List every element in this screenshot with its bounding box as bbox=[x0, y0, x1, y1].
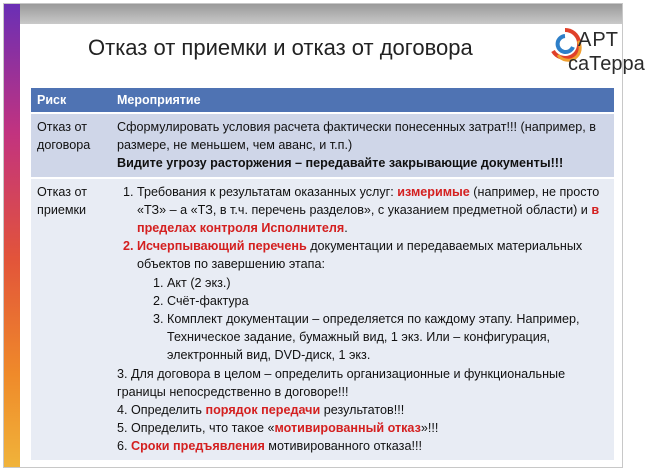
risk-cell: Отказ от договора bbox=[31, 113, 111, 178]
list-item bbox=[117, 401, 608, 419]
measure-cell bbox=[111, 113, 614, 178]
list-text: (например, не просто «ТЗ» – а «ТЗ, в т.ч. перечень разделов», с указанием предметной области) и bbox=[137, 184, 600, 217]
list-item bbox=[137, 183, 608, 238]
header-measure: Мероприятие bbox=[111, 88, 614, 113]
table-row bbox=[31, 113, 614, 178]
list-text: . bbox=[344, 221, 348, 236]
measure-list bbox=[117, 183, 608, 365]
highlight-text: в пределах контроля Исполнителя bbox=[137, 202, 600, 236]
left-gradient-bar bbox=[4, 4, 20, 467]
highlight-text: Исчерпывающий перечень bbox=[137, 239, 307, 254]
highlight-text: Сроки предъявления bbox=[131, 439, 265, 454]
measure-cell bbox=[111, 178, 614, 460]
sub-list bbox=[137, 274, 608, 365]
top-gray-strip bbox=[20, 4, 622, 24]
list-item: 3. Для договора в целом – определить организационные и функциональные границы непосредственно в договоре!!! bbox=[117, 366, 566, 399]
measure-text-bold: Видите угрозу расторжения – передавайте закрывающие документы!!! bbox=[117, 156, 564, 171]
list-item bbox=[117, 437, 608, 455]
list-text: 5. Определить, что такое « bbox=[117, 421, 275, 436]
slide-title: Отказ от приемки и отказ от договора bbox=[88, 35, 473, 60]
table-header-row bbox=[31, 88, 614, 113]
list-text: мотивированного отказа!!! bbox=[264, 439, 422, 454]
list-text: »!!! bbox=[420, 421, 439, 436]
list-text: документации и передаваемых материальных объектов по завершению этапа: bbox=[137, 239, 583, 272]
list-text: результатов!!! bbox=[320, 403, 405, 418]
list-text: 6. bbox=[117, 439, 132, 454]
list-item bbox=[137, 237, 608, 364]
sub-list-item: 3. Комплект документации – определяется по каждому этапу. Например, Техническое задание, бумажный вид, 1 экз. Или – конфигурация, электронный вид, DVD-диск, 1 экз. bbox=[167, 310, 608, 365]
list-text: 4. Определить bbox=[117, 403, 206, 418]
logo-text-saterra: саТерра bbox=[568, 53, 645, 75]
highlight-text: порядок передачи bbox=[205, 403, 321, 418]
list-item bbox=[117, 419, 608, 437]
risk-cell: Отказ от приемки bbox=[31, 178, 111, 460]
highlight-text: измеримые bbox=[397, 184, 470, 199]
highlight-text: мотивированный отказ bbox=[274, 421, 421, 436]
measure-text: Сформулировать условия расчета фактически понесенных затрат!!! (например, в размере, не меньшем, чем аванс, и т.п.) bbox=[117, 120, 596, 153]
company-logo bbox=[548, 25, 645, 85]
sub-list-item: 2. Счёт-фактура bbox=[167, 292, 608, 310]
header-risk: Риск bbox=[31, 88, 111, 113]
sub-list-item: 1. Акт (2 экз.) bbox=[167, 274, 608, 292]
logo-text-art: АРТ bbox=[578, 29, 619, 51]
risk-table bbox=[31, 88, 614, 460]
table-row bbox=[31, 178, 614, 460]
list-text: Требования к результатам оказанных услуг: bbox=[137, 184, 398, 199]
